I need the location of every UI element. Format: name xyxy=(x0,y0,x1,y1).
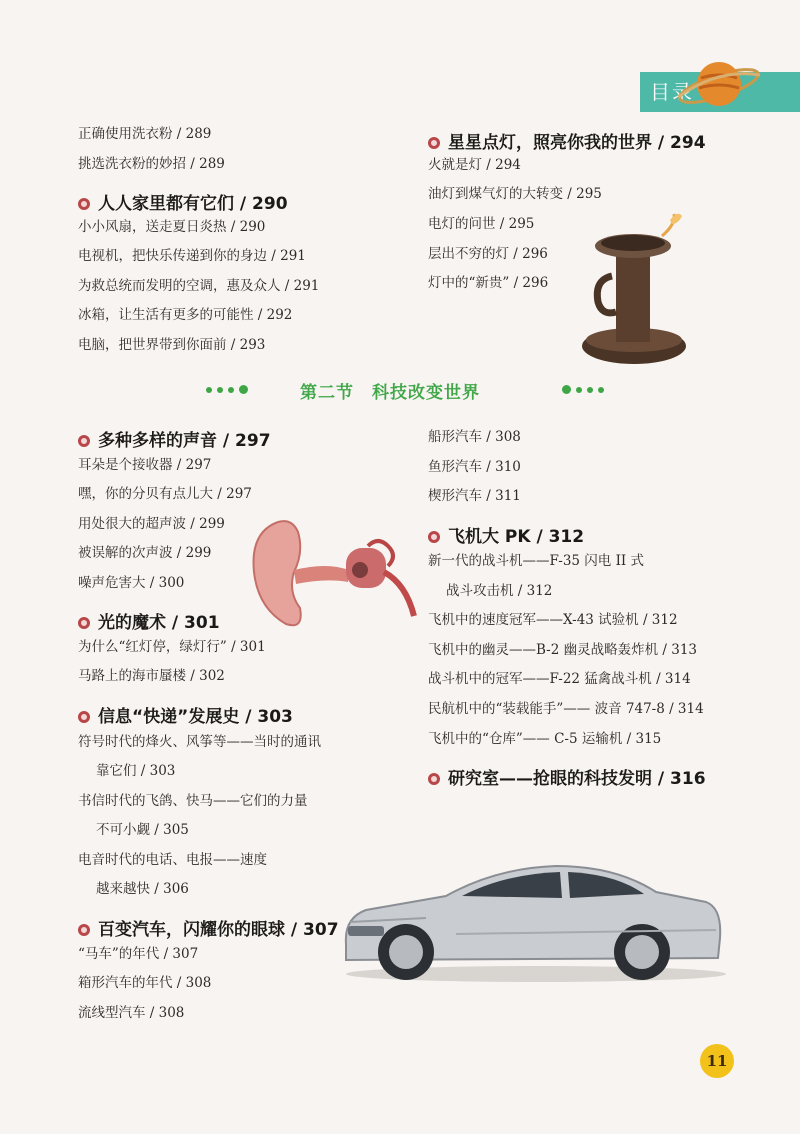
toc-entry-cont[interactable]: 战斗攻击机 / 312 xyxy=(446,583,553,599)
toc-entry[interactable]: “马车”的年代 / 307 xyxy=(78,946,199,962)
toc-entry[interactable]: 耳朵是个接收器 / 297 xyxy=(78,457,212,473)
toc-heading[interactable]: 信息“快递”发展史 / 303 xyxy=(78,702,293,727)
saturn-icon xyxy=(676,48,762,118)
toc-entry[interactable]: 灯中的“新贵” / 296 xyxy=(428,275,549,291)
toc-entry[interactable]: 马路上的海市蜃楼 / 302 xyxy=(78,668,225,684)
oil-lamp-image xyxy=(578,210,690,368)
toc-entry[interactable]: 战斗机中的冠军——F-22 猛禽战斗机 / 314 xyxy=(428,671,691,687)
toc-entry[interactable]: 飞机中的速度冠军——X-43 试验机 / 312 xyxy=(428,612,678,628)
toc-entry[interactable]: 船形汽车 / 308 xyxy=(428,429,521,445)
toc-entry[interactable]: 鱼形汽车 / 310 xyxy=(428,459,521,475)
toc-entry[interactable]: 书信时代的飞鸽、快马——它们的力量 xyxy=(78,793,308,809)
bullet-icon xyxy=(428,773,440,785)
dot-icon xyxy=(206,387,212,393)
section-dots-right xyxy=(562,385,604,394)
toc-entry[interactable]: 正确使用洗衣粉 / 289 xyxy=(78,126,212,142)
toc-entry[interactable]: 电音时代的电话、电报——速度 xyxy=(78,852,267,868)
toc-entry-cont[interactable]: 越来越快 / 306 xyxy=(96,881,189,897)
bullet-icon xyxy=(428,137,440,149)
dot-icon xyxy=(217,387,223,393)
toc-entry[interactable]: 民航机中的“装载能手”—— 波音 747-8 / 314 xyxy=(428,701,704,717)
toc-entry[interactable]: 为救总统而发明的空调，惠及众人 / 291 xyxy=(78,278,320,294)
bullet-icon xyxy=(78,617,90,629)
toc-entry[interactable]: 符号时代的烽火、风筝等——当时的通讯 xyxy=(78,734,321,750)
toc-heading[interactable]: 星星点灯，照亮你我的世界 / 294 xyxy=(428,128,706,153)
toc-entry-cont[interactable]: 不可小觑 / 305 xyxy=(96,822,189,838)
toc-entry[interactable]: 流线型汽车 / 308 xyxy=(78,1005,185,1021)
toc-entry[interactable]: 飞机中的幽灵——B-2 幽灵战略轰炸机 / 313 xyxy=(428,642,698,658)
toc-entry[interactable]: 层出不穷的灯 / 296 xyxy=(428,246,548,262)
toc-entry[interactable]: 楔形汽车 / 311 xyxy=(428,488,521,504)
dot-icon xyxy=(562,385,571,394)
toc-entry[interactable]: 用处很大的超声波 / 299 xyxy=(78,516,225,532)
toc-entry[interactable]: 为什么“红灯停，绿灯行” / 301 xyxy=(78,639,266,655)
dot-icon xyxy=(228,387,234,393)
toc-entry[interactable]: 电灯的问世 / 295 xyxy=(428,216,535,232)
toc-entry[interactable]: 电脑，把世界带到你面前 / 293 xyxy=(78,337,266,353)
toc-entry[interactable]: 噪声危害大 / 300 xyxy=(78,575,185,591)
toc-heading[interactable]: 百变汽车，闪耀你的眼球 / 307 xyxy=(78,915,339,940)
toc-tab-label: 目录 xyxy=(650,80,694,104)
toc-entry[interactable]: 飞机中的“仓库”—— C-5 运输机 / 315 xyxy=(428,731,662,747)
car-image xyxy=(336,848,728,984)
toc-heading[interactable]: 人人家里都有它们 / 290 xyxy=(78,189,288,214)
dot-icon xyxy=(587,387,593,393)
toc-entry[interactable]: 电视机，把快乐传递到你的身边 / 291 xyxy=(78,248,306,264)
toc-heading[interactable]: 飞机大 PK / 312 xyxy=(428,522,584,547)
bullet-icon xyxy=(78,435,90,447)
page-number: 11 xyxy=(700,1044,734,1078)
toc-entry[interactable]: 被误解的次声波 / 299 xyxy=(78,545,212,561)
dot-icon xyxy=(576,387,582,393)
bullet-icon xyxy=(78,711,90,723)
bullet-icon xyxy=(78,924,90,936)
section-title: 第二节 科技改变世界 xyxy=(300,383,480,403)
dot-icon xyxy=(239,385,248,394)
toc-heading[interactable]: 多种多样的声音 / 297 xyxy=(78,426,271,451)
bullet-icon xyxy=(428,531,440,543)
toc-heading[interactable]: 光的魔术 / 301 xyxy=(78,608,220,633)
toc-heading[interactable]: 研究室——抢眼的科技发明 / 316 xyxy=(428,764,706,789)
ear-anatomy-image xyxy=(248,512,418,636)
toc-entry[interactable]: 油灯到煤气灯的大转变 / 295 xyxy=(428,186,602,202)
section-dots-left xyxy=(206,385,248,394)
toc-entry[interactable]: 箱形汽车的年代 / 308 xyxy=(78,975,212,991)
dot-icon xyxy=(598,387,604,393)
toc-entry[interactable]: 嘿，你的分贝有点儿大 / 297 xyxy=(78,486,252,502)
toc-entry-cont[interactable]: 靠它们 / 303 xyxy=(96,763,176,779)
bullet-icon xyxy=(78,198,90,210)
toc-entry[interactable]: 挑选洗衣粉的妙招 / 289 xyxy=(78,156,225,172)
toc-entry[interactable]: 新一代的战斗机——F-35 闪电 II 式 xyxy=(428,553,645,569)
toc-entry[interactable]: 冰箱，让生活有更多的可能性 / 292 xyxy=(78,307,293,323)
toc-entry[interactable]: 小小风扇，送走夏日炎热 / 290 xyxy=(78,219,266,235)
toc-entry[interactable]: 火就是灯 / 294 xyxy=(428,157,521,173)
